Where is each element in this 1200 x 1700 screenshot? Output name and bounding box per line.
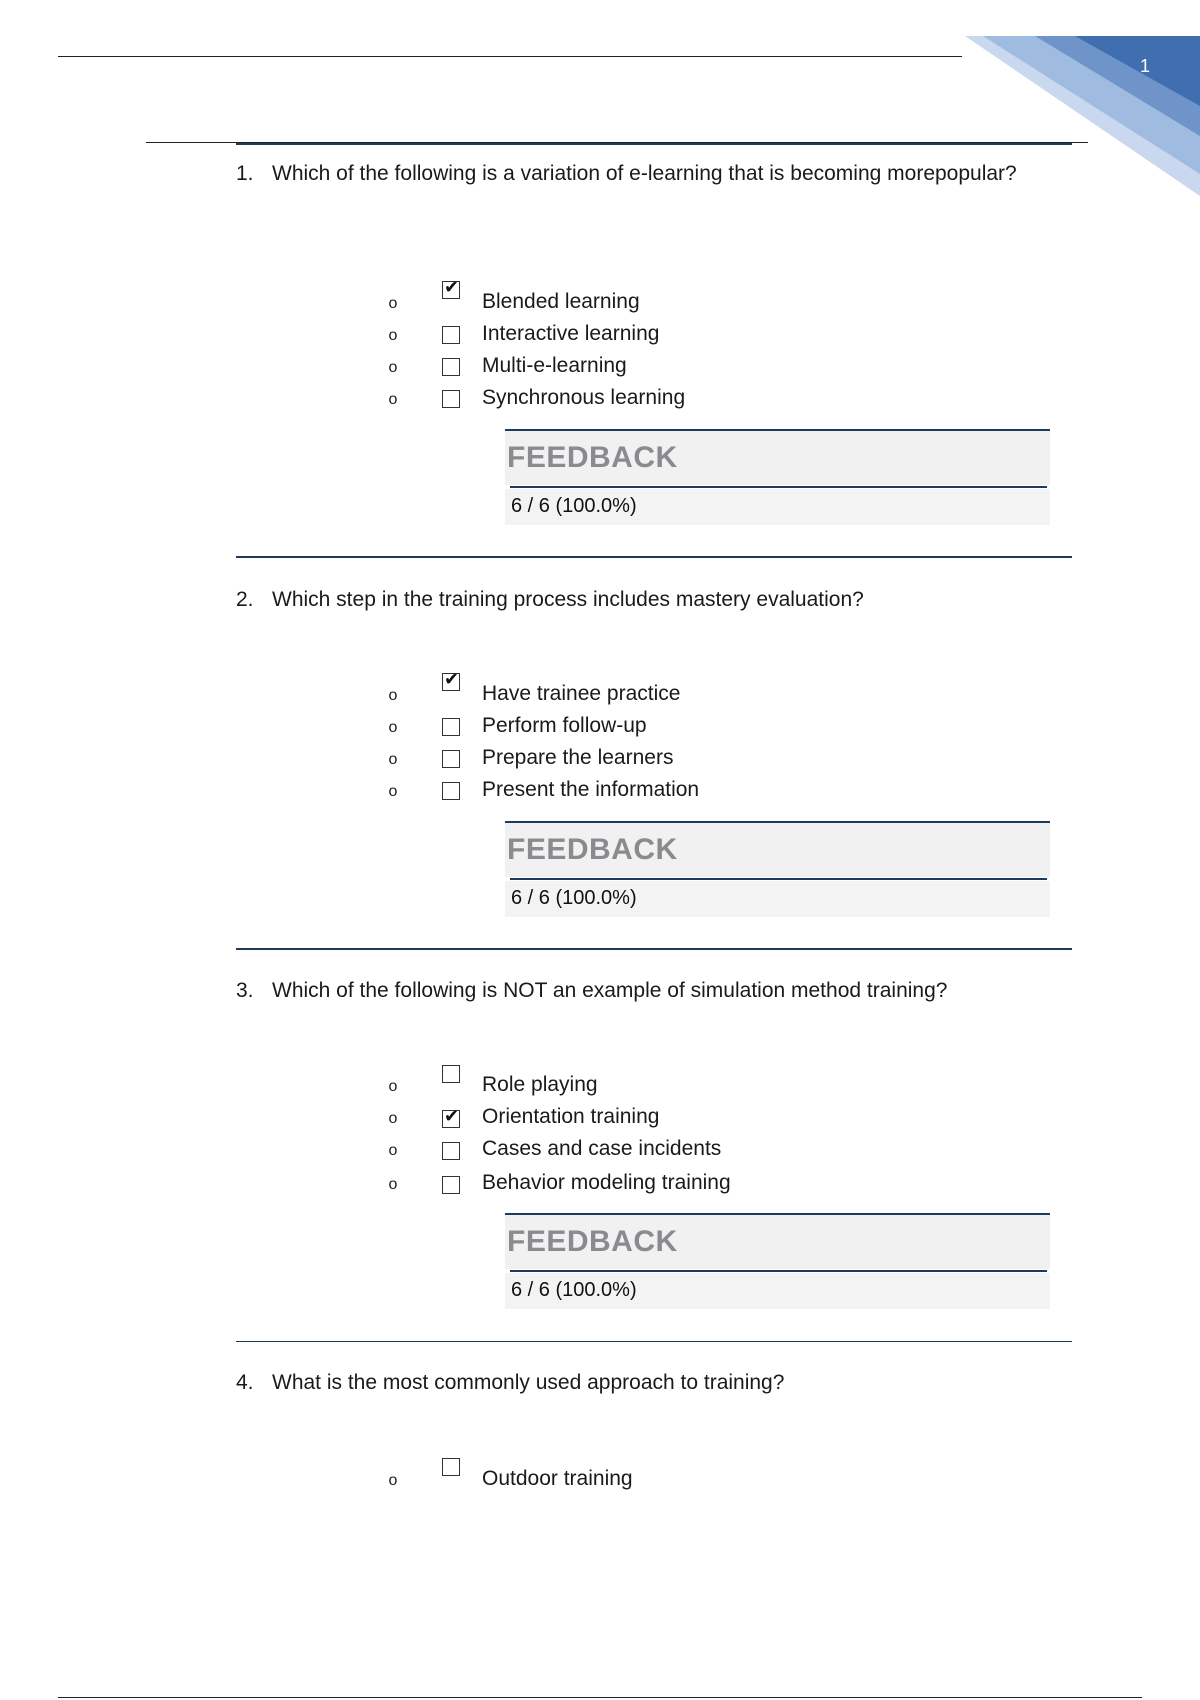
option-label: Present the information — [482, 778, 700, 801]
option-label: Cases and case incidents — [482, 1137, 722, 1160]
question-number: 1. — [236, 162, 254, 185]
feedback-panel — [505, 1213, 1050, 1309]
option-checkbox[interactable] — [442, 1065, 460, 1083]
page-bottom-rule — [58, 1697, 1142, 1698]
option-checkbox[interactable] — [442, 1106, 460, 1128]
question-text: What is the most commonly used approach to training? — [272, 1371, 785, 1394]
bullet-icon: o — [388, 719, 398, 736]
option-label: Role playing — [482, 1073, 598, 1096]
feedback-panel — [505, 429, 1050, 525]
option-checkbox[interactable] — [442, 669, 460, 691]
bullet-icon: o — [388, 1472, 398, 1489]
option-checkbox[interactable] — [442, 750, 460, 768]
feedback-title: FEEDBACK — [507, 1225, 678, 1258]
question-number: 3. — [236, 979, 254, 1002]
bullet-icon: o — [388, 1176, 398, 1193]
bullet-icon: o — [388, 1110, 398, 1127]
bullet-icon: o — [388, 327, 398, 344]
bullet-icon: o — [388, 359, 398, 376]
bullet-icon: o — [388, 751, 398, 768]
page-top-rule — [58, 56, 962, 57]
option-checkbox[interactable] — [442, 358, 460, 376]
option-checkbox[interactable] — [442, 390, 460, 408]
bullet-icon: o — [388, 295, 398, 312]
question-number: 4. — [236, 1371, 254, 1394]
page-number: 1 — [1140, 56, 1151, 76]
question-3 — [236, 975, 1076, 1007]
option-label: Multi-e-learning — [482, 354, 627, 377]
feedback-panel — [505, 821, 1050, 917]
option-checkbox[interactable] — [442, 1176, 460, 1194]
check-icon: ✔ — [444, 1106, 460, 1126]
option-checkbox[interactable] — [442, 326, 460, 344]
bullet-icon: o — [388, 783, 398, 800]
option-label: Perform follow-up — [482, 714, 647, 737]
feedback-rule — [510, 878, 1047, 880]
feedback-score: 6 / 6 (100.0%) — [511, 495, 637, 517]
feedback-title: FEEDBACK — [507, 441, 678, 474]
option-checkbox[interactable] — [442, 1458, 460, 1476]
question-1 — [236, 158, 1076, 190]
feedback-rule — [510, 1270, 1047, 1272]
question-2 — [236, 584, 1076, 616]
option-label: Behavior modeling training — [482, 1171, 731, 1194]
question-4 — [236, 1367, 1076, 1399]
question-text: Which of the following is a variation of e-learning that is becoming morepopular? — [272, 162, 1017, 185]
feedback-rule — [510, 486, 1047, 488]
question-divider — [236, 948, 1072, 950]
feedback-score: 6 / 6 (100.0%) — [511, 887, 637, 909]
bullet-icon: o — [388, 687, 398, 704]
option-label: Orientation training — [482, 1105, 660, 1128]
option-label: Outdoor training — [482, 1467, 633, 1490]
question-divider — [236, 143, 1072, 145]
option-checkbox[interactable] — [442, 277, 460, 299]
option-label: Have trainee practice — [482, 682, 681, 705]
bullet-icon: o — [388, 1078, 398, 1095]
question-divider — [236, 556, 1072, 558]
question-text: Which of the following is NOT an example of simulation method training? — [272, 979, 948, 1002]
question-number: 2. — [236, 588, 254, 611]
option-label: Interactive learning — [482, 322, 660, 345]
check-icon: ✔ — [444, 277, 460, 297]
option-label: Prepare the learners — [482, 746, 674, 769]
bullet-icon: o — [388, 391, 398, 408]
question-text: Which step in the training process includes mastery evaluation? — [272, 588, 864, 611]
feedback-title: FEEDBACK — [507, 833, 678, 866]
question-divider — [236, 1341, 1072, 1342]
option-label: Synchronous learning — [482, 386, 686, 409]
feedback-score: 6 / 6 (100.0%) — [511, 1279, 637, 1301]
option-label: Blended learning — [482, 290, 640, 313]
bullet-icon: o — [388, 1142, 398, 1159]
check-icon: ✔ — [444, 669, 460, 689]
option-checkbox[interactable] — [442, 1142, 460, 1160]
option-checkbox[interactable] — [442, 718, 460, 736]
option-checkbox[interactable] — [442, 782, 460, 800]
